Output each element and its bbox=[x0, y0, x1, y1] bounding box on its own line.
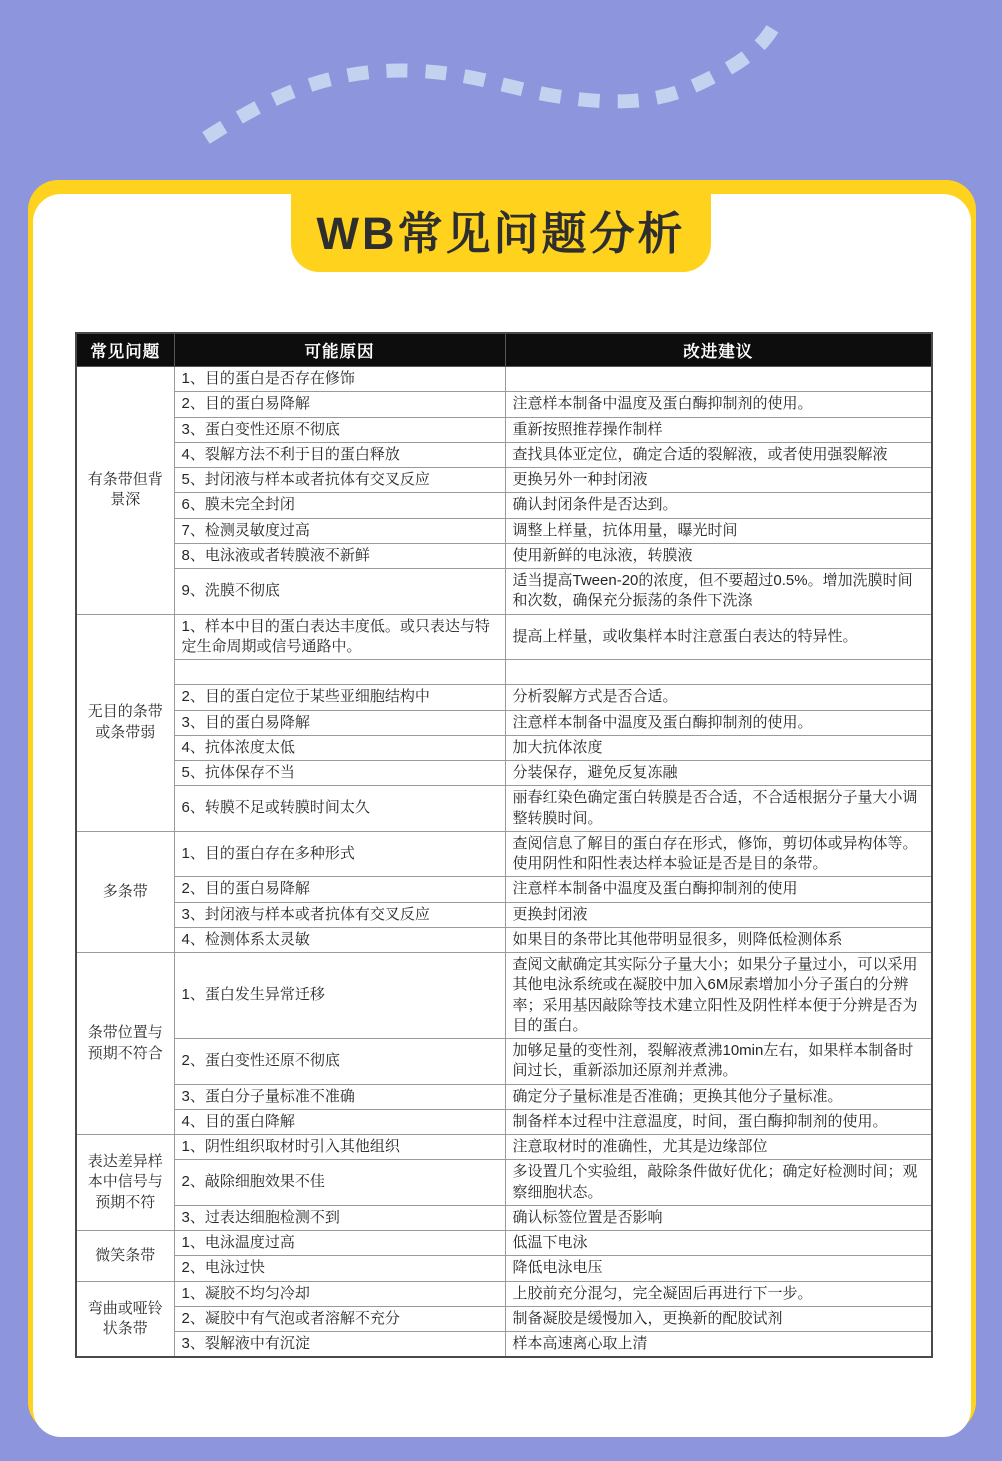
table-row bbox=[76, 569, 932, 615]
table-row bbox=[76, 953, 932, 1039]
cause-cell: 3、蛋白变性还原不彻底 bbox=[174, 417, 505, 442]
table-row bbox=[76, 877, 932, 902]
table-row bbox=[76, 1160, 932, 1206]
table-row bbox=[76, 1084, 932, 1109]
table-row bbox=[76, 367, 932, 392]
suggestion-cell: 确认标签位置是否影响 bbox=[505, 1205, 932, 1230]
table-row bbox=[76, 1205, 932, 1230]
cause-cell: 1、阴性组织取材时引入其他组织 bbox=[174, 1135, 505, 1160]
cause-cell: 4、目的蛋白降解 bbox=[174, 1109, 505, 1134]
suggestion-cell: 制备样本过程中注意温度，时间，蛋白酶抑制剂的使用。 bbox=[505, 1109, 932, 1134]
suggestion-cell: 如果目的条带比其他带明显很多，则降低检测体系 bbox=[505, 927, 932, 952]
suggestion-cell: 注意取材时的准确性，尤其是边缘部位 bbox=[505, 1135, 932, 1160]
problem-cell: 无目的条带或条带弱 bbox=[76, 614, 174, 831]
cause-cell: 2、目的蛋白易降解 bbox=[174, 877, 505, 902]
col-header-cause: 可能原因 bbox=[174, 333, 505, 367]
cause-cell: 2、凝胶中有气泡或者溶解不充分 bbox=[174, 1306, 505, 1331]
suggestion-cell: 提高上样量，或收集样本时注意蛋白表达的特异性。 bbox=[505, 614, 932, 660]
table-row bbox=[76, 927, 932, 952]
cause-cell bbox=[174, 660, 505, 685]
suggestion-cell: 低温下电泳 bbox=[505, 1231, 932, 1256]
cause-cell: 3、裂解液中有沉淀 bbox=[174, 1332, 505, 1358]
table-row bbox=[76, 1306, 932, 1331]
problem-cell: 条带位置与预期不符合 bbox=[76, 953, 174, 1135]
cause-cell: 4、裂解方法不利于目的蛋白释放 bbox=[174, 442, 505, 467]
cause-cell: 6、转膜不足或转膜时间太久 bbox=[174, 786, 505, 832]
suggestion-cell: 样本高速离心取上清 bbox=[505, 1332, 932, 1358]
table-row bbox=[76, 1281, 932, 1306]
cause-cell: 1、电泳温度过高 bbox=[174, 1231, 505, 1256]
title-banner bbox=[291, 186, 711, 272]
suggestion-cell: 调整上样量，抗体用量，曝光时间 bbox=[505, 518, 932, 543]
suggestion-cell: 注意样本制备中温度及蛋白酶抑制剂的使用。 bbox=[505, 710, 932, 735]
suggestion-cell: 使用新鲜的电泳液，转膜液 bbox=[505, 543, 932, 568]
suggestion-cell bbox=[505, 367, 932, 392]
suggestion-cell: 分析裂解方式是否合适。 bbox=[505, 685, 932, 710]
table-header-row bbox=[76, 333, 932, 367]
cause-cell: 2、蛋白变性还原不彻底 bbox=[174, 1039, 505, 1085]
cause-cell: 2、电泳过快 bbox=[174, 1256, 505, 1281]
cause-cell: 7、检测灵敏度过高 bbox=[174, 518, 505, 543]
table-row bbox=[76, 1231, 932, 1256]
problem-cell: 微笑条带 bbox=[76, 1231, 174, 1282]
cause-cell: 1、样本中目的蛋白表达丰度低。或只表达与特定生命周期或信号通路中。 bbox=[174, 614, 505, 660]
cause-cell: 3、蛋白分子量标准不准确 bbox=[174, 1084, 505, 1109]
table-row bbox=[76, 614, 932, 660]
cause-cell: 4、抗体浓度太低 bbox=[174, 735, 505, 760]
problems-table bbox=[75, 332, 933, 1358]
cause-cell: 9、洗膜不彻底 bbox=[174, 569, 505, 615]
suggestion-cell: 制备凝胶是缓慢加入，更换新的配胶试剂 bbox=[505, 1306, 932, 1331]
cause-cell: 5、封闭液与样本或者抗体有交叉反应 bbox=[174, 468, 505, 493]
table-row bbox=[76, 1135, 932, 1160]
suggestion-cell: 查阅文献确定其实际分子量大小；如果分子量过小，可以采用其他电泳系统或在凝胶中加入6M尿素增加小分子蛋白的分辨率；采用基因敲除等技术建立阳性及阴性样本便于分辨是否为目的蛋白。 bbox=[505, 953, 932, 1039]
problem-cell: 多条带 bbox=[76, 831, 174, 952]
cause-cell: 2、敲除细胞效果不佳 bbox=[174, 1160, 505, 1206]
problem-cell: 有条带但背景深 bbox=[76, 367, 174, 615]
col-header-problem: 常见问题 bbox=[76, 333, 174, 367]
table-row bbox=[76, 543, 932, 568]
problem-cell: 弯曲或哑铃状条带 bbox=[76, 1281, 174, 1357]
cause-cell: 1、目的蛋白是否存在修饰 bbox=[174, 367, 505, 392]
cause-cell: 3、目的蛋白易降解 bbox=[174, 710, 505, 735]
dashed-wave-icon bbox=[0, 0, 1002, 180]
table-row bbox=[76, 1039, 932, 1085]
table-row bbox=[76, 518, 932, 543]
suggestion-cell: 查阅信息了解目的蛋白存在形式，修饰，剪切体或异构体等。使用阴性和阳性表达样本验证是否是目的条带。 bbox=[505, 831, 932, 877]
table-row bbox=[76, 902, 932, 927]
table-row bbox=[76, 442, 932, 467]
suggestion-cell: 注意样本制备中温度及蛋白酶抑制剂的使用 bbox=[505, 877, 932, 902]
cause-cell: 5、抗体保存不当 bbox=[174, 761, 505, 786]
table-row bbox=[76, 417, 932, 442]
table-row bbox=[76, 493, 932, 518]
cause-cell: 2、目的蛋白定位于某些亚细胞结构中 bbox=[174, 685, 505, 710]
cause-cell: 2、目的蛋白易降解 bbox=[174, 392, 505, 417]
suggestion-cell: 降低电泳电压 bbox=[505, 1256, 932, 1281]
cause-cell: 4、检测体系太灵敏 bbox=[174, 927, 505, 952]
suggestion-cell: 上胶前充分混匀，完全凝固后再进行下一步。 bbox=[505, 1281, 932, 1306]
table-row bbox=[76, 735, 932, 760]
cause-cell: 3、过表达细胞检测不到 bbox=[174, 1205, 505, 1230]
suggestion-cell: 重新按照推荐操作制样 bbox=[505, 417, 932, 442]
cause-cell: 1、蛋白发生异常迁移 bbox=[174, 953, 505, 1039]
suggestion-cell: 确定分子量标准是否准确；更换其他分子量标准。 bbox=[505, 1084, 932, 1109]
suggestion-cell: 分装保存，避免反复冻融 bbox=[505, 761, 932, 786]
table-row bbox=[76, 1256, 932, 1281]
cause-cell: 8、电泳液或者转膜液不新鲜 bbox=[174, 543, 505, 568]
table-row bbox=[76, 685, 932, 710]
suggestion-cell: 注意样本制备中温度及蛋白酶抑制剂的使用。 bbox=[505, 392, 932, 417]
problem-cell: 表达差异样本中信号与预期不符 bbox=[76, 1135, 174, 1231]
suggestion-cell: 丽春红染色确定蛋白转膜是否合适，不合适根据分子量大小调整转膜时间。 bbox=[505, 786, 932, 832]
suggestion-cell: 多设置几个实验组，敲除条件做好优化；确定好检测时间；观察细胞状态。 bbox=[505, 1160, 932, 1206]
suggestion-cell: 查找具体亚定位，确定合适的裂解液，或者使用强裂解液 bbox=[505, 442, 932, 467]
page-title: WB常见问题分析 bbox=[316, 207, 686, 259]
table-row bbox=[76, 761, 932, 786]
suggestion-cell: 加大抗体浓度 bbox=[505, 735, 932, 760]
table-row bbox=[76, 1332, 932, 1358]
table-row bbox=[76, 1109, 932, 1134]
suggestion-cell: 适当提高Tween-20的浓度，但不要超过0.5%。增加洗膜时间和次数，确保充分振荡的条件下洗涤 bbox=[505, 569, 932, 615]
cause-cell: 3、封闭液与样本或者抗体有交叉反应 bbox=[174, 902, 505, 927]
table-row bbox=[76, 786, 932, 832]
cause-cell: 1、目的蛋白存在多种形式 bbox=[174, 831, 505, 877]
suggestion-cell bbox=[505, 660, 932, 685]
col-header-suggestion: 改进建议 bbox=[505, 333, 932, 367]
cause-cell: 6、膜未完全封闭 bbox=[174, 493, 505, 518]
suggestion-cell: 更换另外一种封闭液 bbox=[505, 468, 932, 493]
table-row bbox=[76, 660, 932, 685]
suggestion-cell: 确认封闭条件是否达到。 bbox=[505, 493, 932, 518]
suggestion-cell: 更换封闭液 bbox=[505, 902, 932, 927]
suggestion-cell: 加够足量的变性剂，裂解液煮沸10min左右，如果样本制备时间过长，重新添加还原剂并煮沸。 bbox=[505, 1039, 932, 1085]
cause-cell: 1、凝胶不均匀冷却 bbox=[174, 1281, 505, 1306]
table-row bbox=[76, 710, 932, 735]
table-row bbox=[76, 468, 932, 493]
table-row bbox=[76, 392, 932, 417]
table-row bbox=[76, 831, 932, 877]
